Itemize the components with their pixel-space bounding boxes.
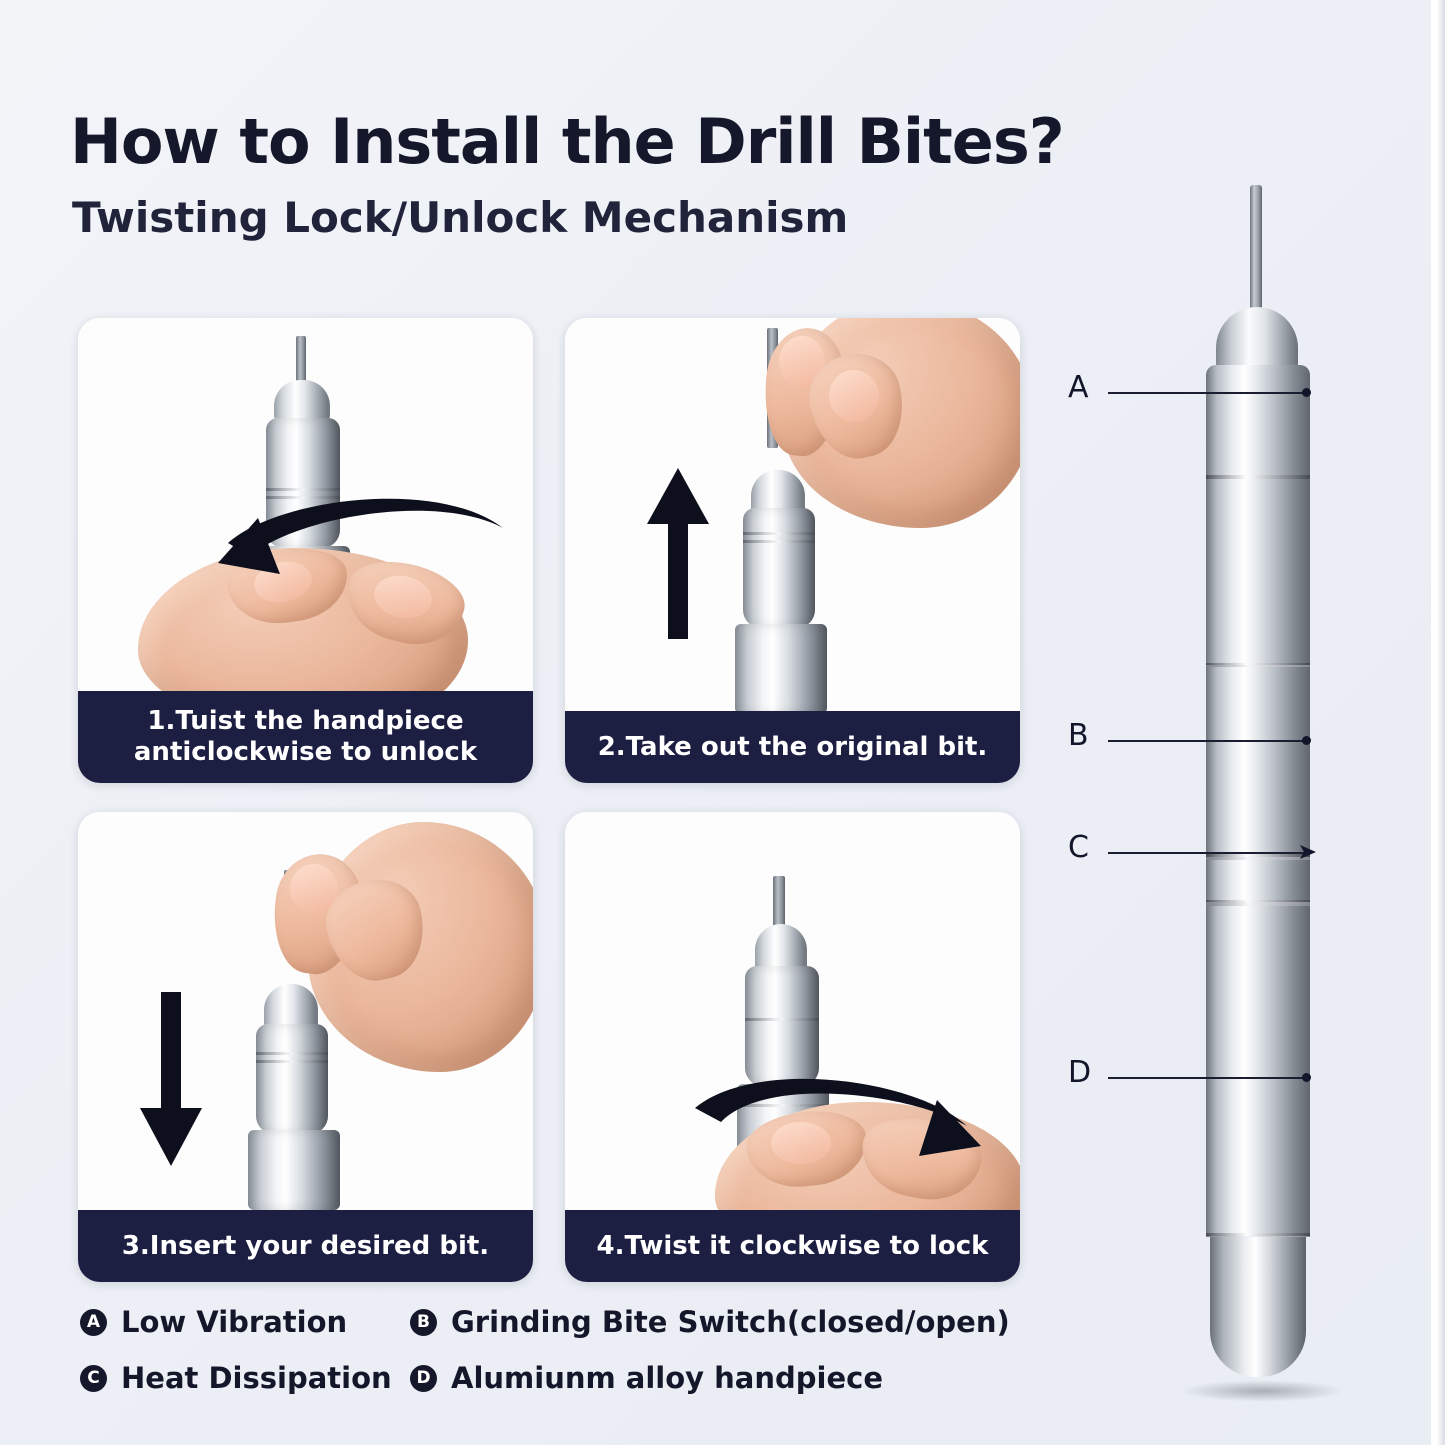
arrow-down-icon: [136, 988, 206, 1168]
callout-b-leader: [1108, 740, 1308, 742]
handpiece-nose-cone: [1216, 307, 1298, 369]
legend-badge-d: D: [410, 1365, 437, 1392]
step-3-caption: 3.Insert your desired bit.: [78, 1210, 533, 1282]
callout-a: [1060, 370, 1260, 430]
page-title: How to Install the Drill Bites?: [70, 105, 1064, 178]
callout-d-leader: [1108, 1077, 1308, 1079]
callout-c-label: C: [1068, 830, 1089, 865]
handpiece-band: [1206, 475, 1310, 479]
legend-label-c: Heat Dissipation: [121, 1361, 392, 1395]
legend: [80, 1305, 1110, 1417]
callout-d: [1060, 1055, 1320, 1115]
callout-d-label: D: [1068, 1055, 1092, 1090]
step-card-3: [78, 812, 533, 1282]
callout-b-label: B: [1068, 718, 1089, 753]
rotate-clockwise-arrow-icon: [685, 1050, 1005, 1190]
callout-c: [1060, 830, 1320, 890]
legend-badge-c: C: [80, 1365, 107, 1392]
step-1-caption: 1.Tuist the handpiece anticlockwise to unlock: [78, 691, 533, 783]
legend-label-d: Alumiunm alloy handpiece: [451, 1361, 884, 1395]
product-shadow: [1180, 1380, 1345, 1402]
legend-item-a: [80, 1305, 410, 1339]
legend-badge-b: B: [410, 1309, 437, 1336]
page-subtitle: Twisting Lock/Unlock Mechanism: [72, 193, 849, 242]
step-1-photo: [78, 318, 533, 691]
legend-item-b: [410, 1305, 1010, 1339]
step-2-photo: [565, 318, 1020, 713]
callout-b: [1060, 718, 1320, 778]
arrow-up-icon: [643, 466, 713, 646]
product-photo: [1140, 175, 1380, 1395]
callout-d-dot: [1302, 1073, 1311, 1082]
rotate-counterclockwise-arrow-icon: [188, 468, 508, 608]
callout-a-leader: [1108, 392, 1308, 394]
drill-bit-shaft: [1250, 185, 1262, 310]
legend-label-b: Grinding Bite Switch(closed/open): [451, 1305, 1010, 1339]
callout-c-arrowhead: [1298, 842, 1318, 862]
callout-b-dot: [1302, 736, 1311, 745]
legend-row: [80, 1361, 1110, 1395]
step-4-photo: [565, 812, 1020, 1212]
legend-badge-a: A: [80, 1309, 107, 1336]
step-card-2: [565, 318, 1020, 783]
legend-item-c: [80, 1361, 410, 1395]
legend-item-d: [410, 1361, 883, 1395]
step-4-caption: 4.Twist it clockwise to lock: [565, 1210, 1020, 1282]
step-3-photo: [78, 812, 533, 1212]
step-2-caption: 2.Take out the original bit.: [565, 711, 1020, 783]
legend-row: [80, 1305, 1110, 1339]
step-card-4: [565, 812, 1020, 1282]
handpiece-end-cap: [1210, 1237, 1306, 1377]
callout-a-label: A: [1068, 370, 1089, 405]
step-card-1: [78, 318, 533, 783]
callout-a-dot: [1302, 388, 1311, 397]
callout-c-leader: [1108, 852, 1304, 854]
legend-label-a: Low Vibration: [121, 1305, 348, 1339]
